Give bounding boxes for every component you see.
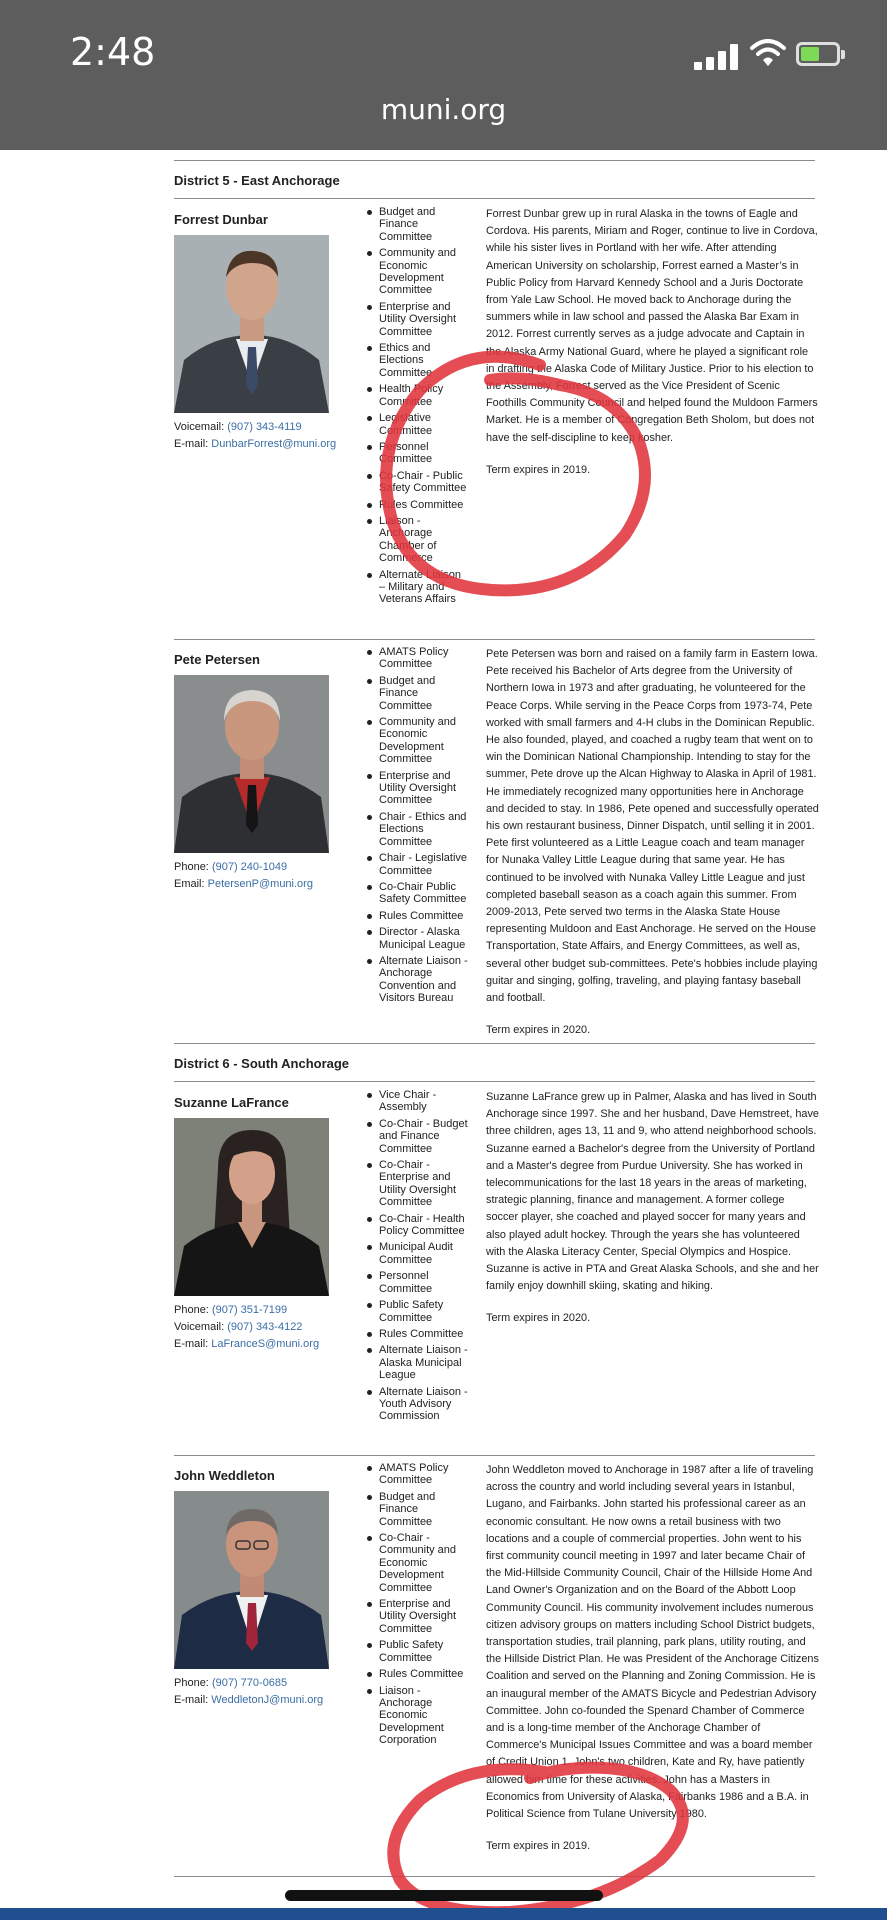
committee-item: Municipal Audit Committee <box>367 1241 469 1266</box>
committee-item: Public Safety Committee <box>367 1299 469 1324</box>
divider <box>174 160 815 161</box>
contact-label: E-mail: <box>174 1694 209 1706</box>
committee-item: Chair - Ethics and Elections Committee <box>367 811 469 848</box>
committee-item: Co-Chair - Health Policy Committee <box>367 1213 469 1238</box>
contact-info <box>174 859 313 893</box>
committee-item: Co-Chair - Enterprise and Utility Oversight Committee <box>367 1159 469 1209</box>
committee-item: AMATS Policy Committee <box>367 646 469 671</box>
district-heading: District 6 - South Anchorage <box>174 1056 350 1071</box>
member-forrest-dunbar <box>174 206 818 606</box>
contact-info <box>174 1302 319 1353</box>
committee-item: Liaison - Anchorage Economic Development Corporation <box>367 1685 469 1747</box>
wifi-icon <box>750 38 786 68</box>
committee-item: Director - Alaska Municipal League <box>367 926 469 951</box>
committee-item: Personnel Committee <box>367 1270 469 1295</box>
battery-icon <box>796 42 840 66</box>
committee-item: Ethics and Elections Committee <box>367 342 469 379</box>
committee-item: Rules Committee <box>367 1668 469 1680</box>
term-expiry: Term expires in 2019. <box>486 1840 591 1853</box>
member-name: Forrest Dunbar <box>174 212 268 227</box>
signal-icon <box>694 44 742 70</box>
committee-item: Co-Chair - Budget and Finance Committee <box>367 1118 469 1155</box>
committee-item: Alternate Liaison - Alaska Municipal League <box>367 1344 469 1381</box>
committee-item: Rules Committee <box>367 910 469 922</box>
committee-item: Rules Committee <box>367 499 469 511</box>
contact-label: E-mail: <box>174 438 209 450</box>
committee-item: Enterprise and Utility Oversight Committee <box>367 770 469 807</box>
committee-item: Health Policy Committee <box>367 383 469 408</box>
address-bar-url[interactable]: muni.org <box>380 93 507 126</box>
member-john-weddleton <box>174 1462 819 1853</box>
committee-item: Enterprise and Utility Oversight Committee <box>367 301 469 338</box>
committee-item: Liaison - Anchorage Chamber of Commerce <box>367 515 469 565</box>
member-photo <box>174 675 329 853</box>
home-indicator[interactable] <box>285 1890 603 1901</box>
divider <box>174 1043 815 1044</box>
committee-item: Legislative Committee <box>367 412 469 437</box>
committee-item: Rules Committee <box>367 1328 469 1340</box>
member-name: John Weddleton <box>174 1468 275 1483</box>
term-expiry: Term expires in 2020. <box>486 1024 591 1037</box>
member-photo <box>174 1118 329 1296</box>
member-bio <box>486 206 819 494</box>
member-name: Pete Petersen <box>174 652 260 667</box>
committee-list <box>367 1089 469 1427</box>
footer-strip <box>0 1908 887 1920</box>
bio-text: Forrest Dunbar grew up in rural Alaska in the towns of Eagle and Cordova. His parents, Miriam and Roger, continue to live in Cordova, while his sister lives in Portland with her wife. After attending American University on scholarship, Forrest earned a Master’s in Public Policy from Harvard Kennedy School and a Juris Doctorate from Yale Law School. He moved back to Anchorage during the summers while in law school and passed the Alaska Bar Exam in 2012. Forrest currently serves as a judge advocate and Captain in the Alaska Army National Guard, where he played a significant role in drafting the Alaska Code of Military Justice. Prior to his election to the Assembly, Forrest served as the Vice President of Scenic Foothills Community Council and helped found the Muldoon Farmers Market. He is a member of Congregation Beth Sholom, but does not have the self-discipline to keep kosher. <box>486 208 818 444</box>
committee-item: Alternate Liaison - Youth Advisory Commission <box>367 1386 469 1423</box>
status-bar <box>0 0 887 150</box>
bio-text: Suzanne LaFrance grew up in Palmer, Alaska and has lived in South Anchorage since 1997. She and her husband, Dave Hemstreet, have three children, ages 13, 11 and 9, who attend neighborhood schools. Suzanne earned a Bachelor's degree from the University of Portland and a Master's degree from Purdue University. She has worked in telecommunications for the last 18 years in the areas of marketing, strategic planning, finance and management. A former college soccer player, she coached and played soccer for many years and also played adult hockey. Through the years she has volunteered with the Alaska Literacy Center, Special Olympics and Hospice. Suzanne is active in PTA and Great Alaska Schools, and she and her family enjoy downhill skiing, skating and hiking. <box>486 1091 819 1293</box>
member-photo <box>174 235 329 413</box>
term-expiry: Term expires in 2019. <box>486 463 591 476</box>
divider <box>174 198 815 199</box>
committee-item: Co-Chair - Public Safety Committee <box>367 470 469 495</box>
web-page <box>0 150 887 1920</box>
member-bio <box>486 646 819 1054</box>
contact-info <box>174 1675 323 1709</box>
district-heading: District 5 - East Anchorage <box>174 173 340 188</box>
email-link[interactable]: LaFranceS@muni.org <box>211 1338 320 1350</box>
member-suzanne-lafrance <box>174 1089 819 1423</box>
member-pete-petersen <box>174 646 819 1037</box>
committee-item: Co-Chair Public Safety Committee <box>367 881 469 906</box>
committee-list <box>367 1462 469 1751</box>
contact-label: Voicemail: <box>174 1321 225 1333</box>
committee-item: Enterprise and Utility Oversight Committee <box>367 1598 469 1635</box>
divider <box>174 1081 815 1082</box>
member-photo <box>174 1491 329 1669</box>
bio-text: John Weddleton moved to Anchorage in 1987 after a life of traveling across the country and world including several years in Istanbul, Lugano, and Fairbanks. John started his professional career as an economic consultant. He now owns a retail business with two locations and a couple of commercial properties. John went to his first community council meeting in 1997 and later became Chair of the Mid-Hillside Community Council, Chair of the Hillside Home And Land Owner's Organization and on the Board of the Abbott Loop Community Council. His community involvement includes numerous citizen advisory groups on matters including School District budgets, transportation studies, trail planning, park plans, utility routing, and the Hillside District Plan. He was President of the Anchorage Citizens Coalition and served on the Planning and Zoning Commission. He is an inaugural member of the AMATS Bicycle and Pedestrian Advisory Committee. John co-founded the Spenard Chamber of Commerce and is a long-time member of the Anchorage Chamber of Commerce's Municipal Issues Committee and was a board member of Credit Union 1. John's two children, Kate and Ry, have patiently allowed him time for these activities. John has a Masters in Economics from University of Alaska, Fairbanks 1986 and a B.A. in Political Science from Tulane University 1980. <box>486 1464 819 1821</box>
contact-label: E-mail: <box>174 1338 209 1350</box>
committee-item: Budget and Finance Committee <box>367 1491 469 1528</box>
phone-link[interactable]: (907) 770-0685 <box>211 1677 288 1689</box>
committee-item: Alternate Liaison – Military and Veterans Affairs <box>367 569 469 606</box>
committee-item: Vice Chair - Assembly <box>367 1089 469 1114</box>
member-bio <box>486 1462 819 1870</box>
committee-list <box>367 206 469 610</box>
committee-item: Community and Economic Development Committee <box>367 247 469 297</box>
contact-label: Email: <box>174 878 205 890</box>
committee-item: Community and Economic Development Committee <box>367 716 469 766</box>
committee-item: Public Safety Committee <box>367 1639 469 1664</box>
voicemail-link[interactable]: (907) 343-4119 <box>227 421 302 433</box>
email-link[interactable]: WeddletonJ@muni.org <box>211 1694 324 1706</box>
contact-label: Phone: <box>174 1677 209 1689</box>
bio-text: Pete Petersen was born and raised on a family farm in Eastern Iowa. Pete received his Bachelor of Arts degree from the University of Northern Iowa in 1973 and after graduating, he volunteered for the Peace Corps. While serving in the Peace Corps from 1973-74, Pete worked with small farmers and 4-H clubs in the Dominican Republic. He also founded, played, and coached a rugby team that went on to win the Dominican National Championship. Intending to stay for the summer, Pete drove up the Alcan Highway to Alaska in April of 1981. He immediately recognized many opportunities here in Anchorage and decided to stay. In 1986, Pete opened and successfully operated his own restaurant business, Dinner Dispatch, until selling it in 2001. Pete first volunteered as a Little League coach and team manager for Nunaka Valley Little League during that same year. He has continued to be involved with Nunaka Valley Little League and just completed baseball season as a coach again this summer. From 2009-2013, Pete served two terms in the Alaska State House representing Muldoon and East Anchorage. He served on the House Transportation, State Affairs, and Energy Committees, as well as, several other budget sub-committees. Pete's hobbies include playing guitar and singing, golfing, traveling, and playing fantasy baseball and football. <box>486 648 819 1005</box>
clock: 2:48 <box>70 30 156 74</box>
divider <box>174 1876 815 1877</box>
committee-item: Chair - Legislative Committee <box>367 852 469 877</box>
phone-link[interactable]: (907) 240-1049 <box>211 861 288 873</box>
voicemail-link[interactable]: (907) 343-4122 <box>227 1321 303 1333</box>
committee-item: Personnel Committee <box>367 441 469 466</box>
divider <box>174 639 815 640</box>
contact-info <box>174 419 336 453</box>
committee-item: Co-Chair - Community and Economic Development Committee <box>367 1532 469 1594</box>
contact-label: Phone: <box>174 861 209 873</box>
contact-label: Phone: <box>174 1304 209 1316</box>
committee-item: Budget and Finance Committee <box>367 206 469 243</box>
member-name: Suzanne LaFrance <box>174 1095 289 1110</box>
committee-list <box>367 646 469 1009</box>
committee-item: Budget and Finance Committee <box>367 675 469 712</box>
email-link[interactable]: DunbarForrest@muni.org <box>211 438 337 450</box>
contact-label: Voicemail: <box>174 421 225 433</box>
member-bio <box>486 1089 819 1343</box>
email-link[interactable]: PetersenP@muni.org <box>207 878 313 890</box>
divider <box>174 1455 815 1456</box>
phone-link[interactable]: (907) 351-7199 <box>211 1304 288 1316</box>
term-expiry: Term expires in 2020. <box>486 1312 591 1325</box>
committee-item: AMATS Policy Committee <box>367 1462 469 1487</box>
committee-item: Alternate Liaison - Anchorage Convention and Visitors Bureau <box>367 955 469 1005</box>
